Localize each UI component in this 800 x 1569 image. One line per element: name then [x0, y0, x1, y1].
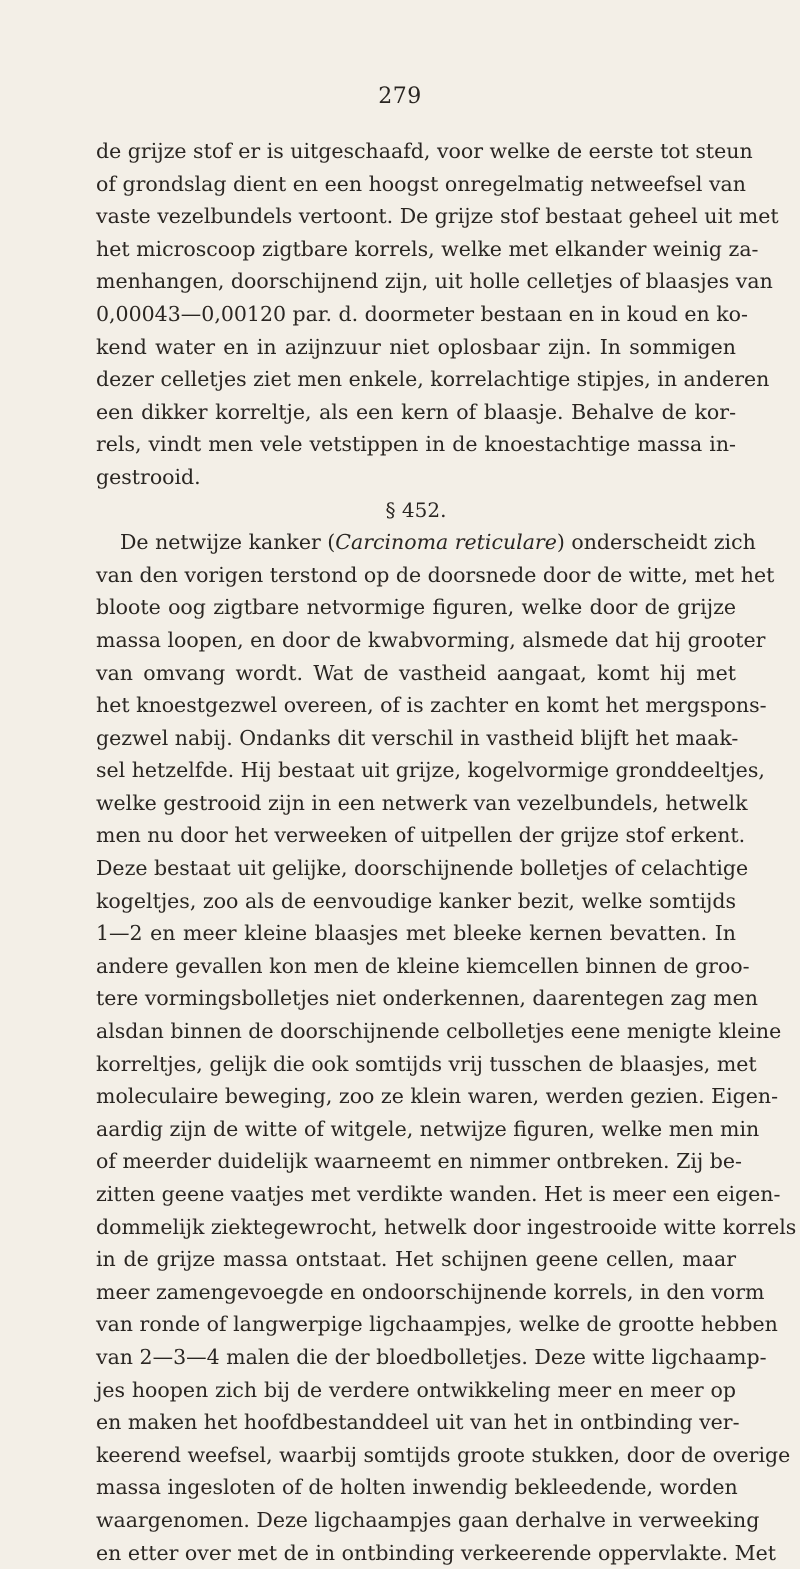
text-line: aardig zijn de witte of witgele, netwijze figuren, welke men min — [96, 1116, 760, 1141]
text-line: rels, vindt men vele vetstippen in de knoestachtige massa in- — [96, 432, 736, 457]
text-line: welke gestrooid zijn in een netwerk van vezelbundels, hetwelk — [96, 790, 748, 815]
text-line: alsdan binnen de doorschijnende celbolletjes eene menigte kleine — [96, 1019, 782, 1044]
text-before-italic: De netwijze kanker ( — [120, 530, 336, 555]
text-line: tere vormingsbolletjes niet onderkennen, daarentegen zag men — [96, 986, 758, 1011]
text-line: massa ingesloten of de holten inwendig bekleedende, worden — [96, 1475, 738, 1500]
text-line: waargenomen. Deze ligchaampjes gaan derhalve in verweeking — [96, 1507, 760, 1532]
text-line: het knoestgezwel overeen, of is zachter en komt het mergspons- — [96, 693, 767, 718]
text-line: en maken het hoofdbestanddeel uit van het in ontbinding ver- — [96, 1410, 740, 1435]
text-line: en etter over met de in ontbinding verkeerende oppervlakte. Met — [96, 1540, 777, 1565]
text-line: van omvang wordt. Wat de vastheid aangaat, komt hij met — [96, 660, 736, 685]
text-line: 1—2 en meer kleine blaasjes met bleeke kernen bevatten. In — [96, 921, 736, 946]
text-line: of grondslag dient en een hoogst onregelmatig netweefsel van — [96, 171, 746, 196]
text-after-italic: ) onderscheidt zich — [556, 530, 756, 555]
text-line: Deze bestaat uit gelijke, doorschijnende bolletjes of celachtige — [96, 856, 749, 881]
section-heading: § 452. — [385, 497, 447, 522]
text-line: menhangen, doorschijnend zijn, uit holle celletjes of blaasjes van — [96, 269, 773, 294]
text-line: meer zamengevoegde en ondoorschijnende korrels, in den vorm — [96, 1279, 765, 1304]
text-line: de grijze stof er is uitgeschaafd, voor welke de eerste tot steun — [96, 139, 753, 163]
text-line: zitten geene vaatjes met verdikte wanden. Het is meer een eigen- — [96, 1182, 781, 1206]
text-line: bloote oog zigtbare netvormige figuren, welke door de grijze — [96, 595, 736, 620]
text-line: dezer celletjes ziet men enkele, korrelachtige stipjes, in anderen — [96, 367, 770, 392]
body-text — [96, 135, 797, 1569]
text-line: het microscoop zigtbare korrels, welke met elkander weinig za- — [96, 236, 759, 261]
text-line: van ronde of langwerpige ligchaampjes, welke de grootte hebben — [96, 1312, 778, 1337]
text-line: keerend weefsel, waarbij somtijds groote stukken, door de overige — [96, 1442, 791, 1467]
text-line: kend water en in azijnzuur niet oplosbaar zijn. In sommigen — [96, 334, 736, 359]
text-line: massa loopen, en door de kwabvorming, alsmede dat hij grooter — [96, 627, 766, 652]
text-line: van 2—3—4 malen die der bloedbolletjes. Deze witte ligchaamp- — [96, 1344, 767, 1369]
text-line: vaste vezelbundels vertoont. De grijze stof bestaat geheel uit met — [96, 204, 779, 229]
paragraph-2 — [96, 526, 797, 1569]
text-line: 0,00043—0,00120 par. d. doormeter bestaan en in koud en ko- — [96, 301, 748, 326]
text-line: moleculaire beweging, zoo ze klein waren, werden gezien. Eigen- — [96, 1084, 779, 1109]
latin-term: Carcinoma reticulare — [335, 530, 557, 555]
paragraph-1 — [96, 135, 779, 494]
text-line: dommelijk ziektegewrocht, hetwelk door ingestrooide witte korrels — [96, 1214, 797, 1239]
page-number: 279 — [378, 84, 422, 109]
text-line: korreltjes, gelijk die ook somtijds vrij tusschen de blaasjes, met — [96, 1051, 757, 1076]
text-line: of meerder duidelijk waarneemt en nimmer ontbreken. Zij be- — [96, 1149, 742, 1174]
text-line: gezwel nabij. Ondanks dit verschil in vastheid blijft het maak- — [96, 725, 739, 750]
text-line: kogeltjes, zoo als de eenvoudige kanker bezit, welke somtijds — [96, 888, 736, 913]
text-line-first — [96, 526, 756, 559]
text-line: van den vorigen terstond op de doorsnede door de witte, met het — [96, 562, 775, 587]
text-line: gestrooid. — [96, 464, 201, 489]
text-line: jes hoopen zich bij de verdere ontwikkeling meer en meer op — [96, 1377, 736, 1402]
text-line: in de grijze massa ontstaat. Het schijnen geene cellen, maar — [96, 1247, 736, 1272]
text-line: men nu door het verweeken of uitpellen der grijze stof erkent. — [96, 823, 746, 848]
text-line: sel hetzelfde. Hij bestaat uit grijze, kogelvormige gronddeeltjes, — [96, 758, 765, 783]
text-line: een dikker korreltje, als een kern of blaasje. Behalve de kor- — [96, 399, 736, 424]
text-line: andere gevallen kon men de kleine kiemcellen binnen de groo- — [96, 953, 750, 978]
